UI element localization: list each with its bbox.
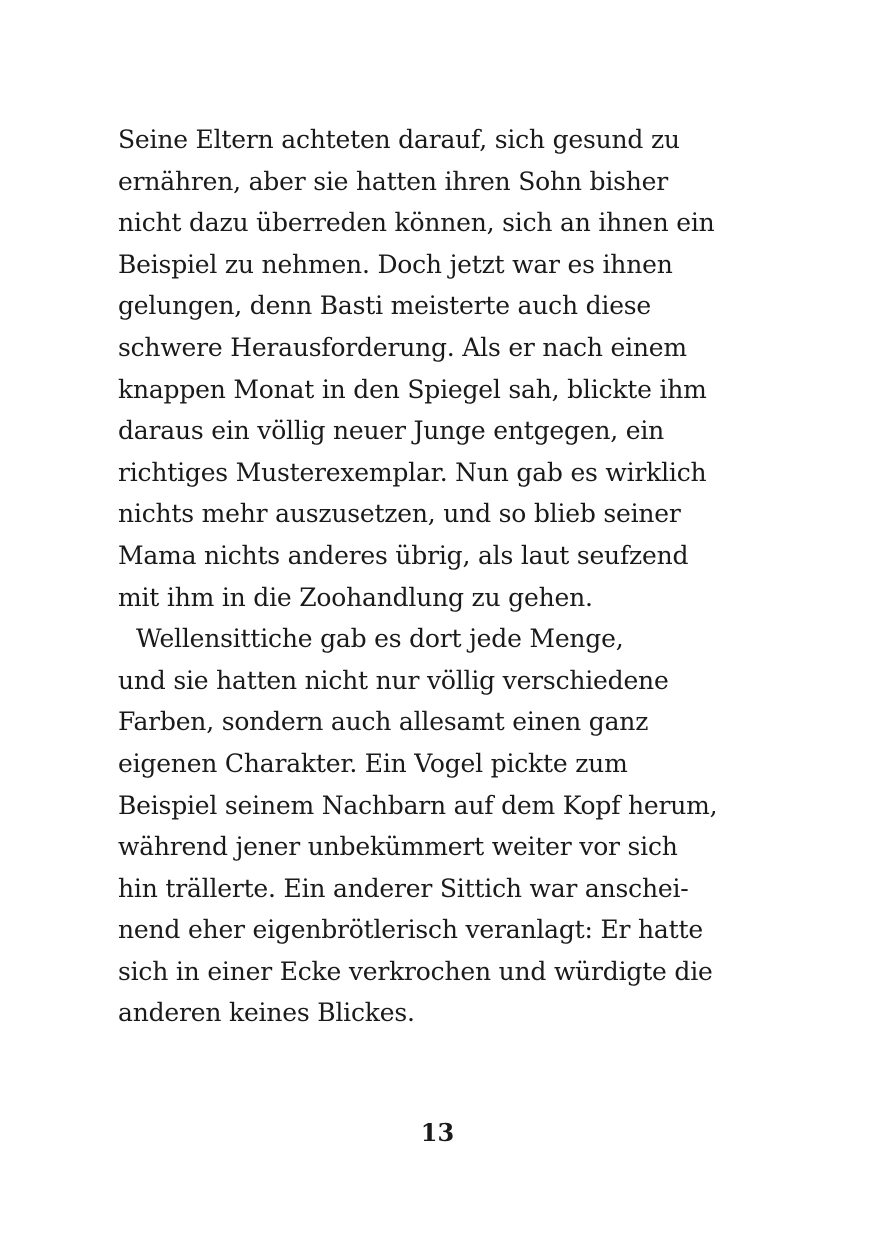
- text-line: gelungen, denn Basti meisterte auch diese: [118, 291, 652, 321]
- text-line: schwere Herausforderung. Als er nach einem: [118, 332, 687, 362]
- text-line: Beispiel zu nehmen. Doch jetzt war es ihnen: [118, 249, 673, 279]
- text-line: eigenen Charakter. Ein Vogel pickte zum: [118, 748, 628, 778]
- text-line: Mama nichts anderes übrig, als laut seufzend: [118, 540, 689, 570]
- text-line: ernähren, aber sie hatten ihren Sohn bisher: [118, 166, 668, 196]
- text-line: Seine Eltern achteten darauf, sich gesund zu: [118, 125, 680, 154]
- text-line: sich in einer Ecke verkrochen und würdigte die: [118, 956, 713, 986]
- body-text: [118, 119, 738, 1034]
- page-number: 13: [420, 1118, 455, 1147]
- text-line: nicht dazu überreden können, sich an ihnen ein: [118, 208, 715, 238]
- text-line: daraus ein völlig neuer Junge entgegen, ein: [118, 416, 665, 446]
- text-line: knappen Monat in den Spiegel sah, blickte ihm: [118, 374, 707, 404]
- text-line: richtiges Musterexemplar. Nun gab es wirklich: [118, 457, 707, 487]
- paragraph-1: [118, 119, 738, 618]
- text-line: Beispiel seinem Nachbarn auf dem Kopf herum,: [118, 790, 718, 820]
- text-line: nend eher eigenbrötlerisch veranlagt: Er hatte: [118, 915, 703, 945]
- text-line: Wellensittiche gab es dort jede Menge,: [136, 624, 624, 654]
- text-line: anderen keines Blickes.: [118, 998, 415, 1028]
- text-line: Farben, sondern auch allesamt einen ganz: [118, 707, 649, 737]
- text-line: während jener unbekümmert weiter vor sich: [118, 832, 678, 862]
- text-line: mit ihm in die Zoohandlung zu gehen.: [118, 582, 593, 612]
- text-line: und sie hatten nicht nur völlig verschiedene: [118, 665, 669, 695]
- text-line: nichts mehr auszusetzen, und so blieb seiner: [118, 499, 681, 529]
- text-line: hin trällerte. Ein anderer Sittich war anschei-: [118, 873, 689, 903]
- paragraph-2: [118, 618, 738, 1034]
